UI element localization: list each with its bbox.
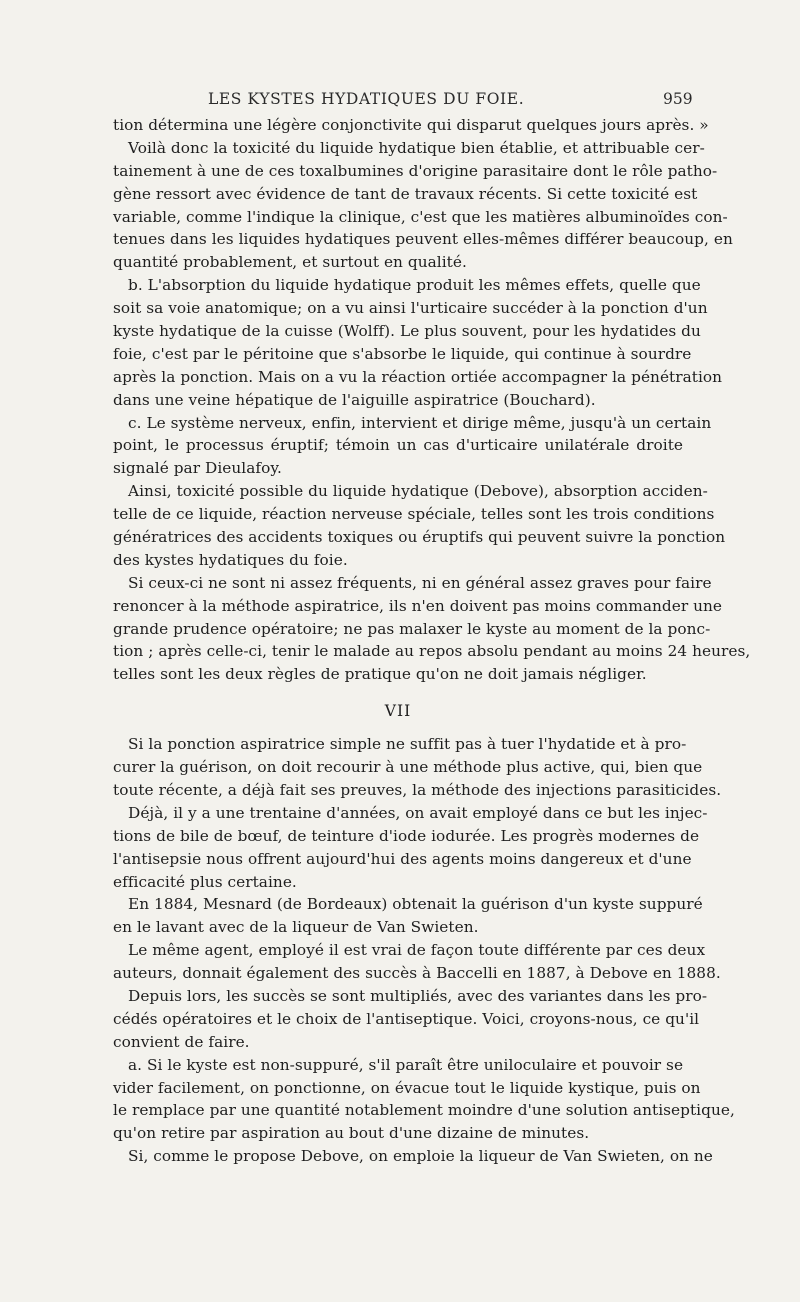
text-line: b. L'absorption du liquide hydatique produit les mêmes effets, quelle que [128,276,701,295]
text-line: efficacité plus certaine. [113,872,297,891]
text-line: Voilà donc la toxicité du liquide hydatique bien établie, et attribuable cer- [128,138,705,157]
text-line: renoncer à la méthode aspiratrice, ils n'en doivent pas moins commander une [113,596,723,615]
text-line: curer la guérison, on doit recourir à une méthode plus active, qui, bien que [113,758,703,777]
text-line: Le même agent, employé il est vrai de façon toute différente par ces deux [128,941,706,960]
text-line: toute récente, a déjà fait ses preuves, la méthode des injections parasiticides. [113,780,722,799]
text-line: auteurs, donnait également des succès à Baccelli en 1887, à Debove en 1888. [113,964,721,983]
body-text [113,114,751,1168]
text-line: Si, comme le propose Debove, on emploie la liqueur de Van Swieten, on ne [128,1147,713,1166]
section-heading: VII [384,702,412,721]
text-line: Si ceux-ci ne sont ni assez fréquents, ni en général assez graves pour faire [128,573,712,592]
text-line: a. Si le kyste est non-suppuré, s'il paraît être uniloculaire et pouvoir se [128,1055,684,1074]
text-line: En 1884, Mesnard (de Bordeaux) obtenait la guérison d'un kyste suppuré [128,895,703,914]
text-line: qu'on retire par aspiration au bout d'une dizaine de minutes. [113,1124,590,1143]
page-number: 959 [663,90,693,108]
text-line: soit sa voie anatomique; on a vu ainsi l'urticaire succéder à la ponction d'un [113,299,708,318]
text-line: tion ; après celle-ci, tenir le malade au repos absolu pendant au moins 24 heures, [113,642,751,661]
text-line: quantité probablement, et surtout en qualité. [113,253,467,272]
running-title: LES KYSTES HYDATIQUES DU FOIE. [208,90,525,108]
text-line: le remplace par une quantité notablement moindre d'une solution antiseptique, [113,1101,735,1120]
text-line: tions de bile de bœuf, de teinture d'iode iodurée. Les progrès modernes de [113,826,700,845]
text-line: tainement à une de ces toxalbumines d'origine parasitaire dont le rôle patho- [113,161,718,180]
text-line: génératrices des accidents toxiques ou éruptifs qui peuvent suivre la ponction [113,528,726,547]
text-line: signalé par Dieulafoy. [113,459,282,478]
text-line: cédés opératoires et le choix de l'antiseptique. Voici, croyons-nous, ce qu'il [113,1009,700,1028]
text-line: grande prudence opératoire; ne pas malaxer le kyste au moment de la ponc- [113,619,711,638]
text-line: Depuis lors, les succès se sont multipliés, avec des variantes dans les pro- [128,986,708,1005]
text-line: des kystes hydatiques du foie. [113,550,348,569]
text-line: après la ponction. Mais on a vu la réaction ortiée accompagner la pénétration [113,367,723,386]
text-line: kyste hydatique de la cuisse (Wolff). Le plus souvent, pour les hydatides du [113,322,701,341]
running-header [0,90,800,112]
text-line: dans une veine hépatique de l'aiguille aspiratrice (Bouchard). [113,390,596,409]
text-line: c. Le système nerveux, enfin, intervient et dirige même, jusqu'à un certain [128,413,712,432]
text-line: telles sont les deux règles de pratique qu'on ne doit jamais négliger. [113,665,647,684]
text-line: Ainsi, toxicité possible du liquide hydatique (Debove), absorption acciden- [128,482,708,501]
text-line: Déjà, il y a une trentaine d'années, on avait employé dans ce but les injec- [128,803,708,822]
text-line: l'antisepsie nous offrent aujourd'hui des agents moins dangereux et d'une [113,849,692,868]
text-line: telle de ce liquide, réaction nerveuse spéciale, telles sont les trois conditions [113,505,715,524]
text-line: variable, comme l'indique la clinique, c'est que les matières albuminoïdes con- [113,207,728,226]
text-line: point, le processus éruptif; témoin un cas d'urticaire unilatérale droite [113,436,683,455]
text-line: tenues dans les liquides hydatiques peuvent elles-mêmes différer beaucoup, en [113,230,733,249]
text-line: foie, c'est par le péritoine que s'absorbe le liquide, qui continue à sourdre [113,344,692,363]
text-line: gène ressort avec évidence de tant de travaux récents. Si cette toxicité est [113,184,698,203]
text-line: tion détermina une légère conjonctivite qui disparut quelques jours après. » [113,116,709,134]
text-line: vider facilement, on ponctionne, on évacue tout le liquide kystique, puis on [113,1078,701,1097]
text-line: Si la ponction aspiratrice simple ne suffit pas à tuer l'hydatide et à pro- [128,735,687,754]
text-line: en le lavant avec de la liqueur de Van Swieten. [113,918,479,937]
text-line: convient de faire. [113,1032,250,1051]
